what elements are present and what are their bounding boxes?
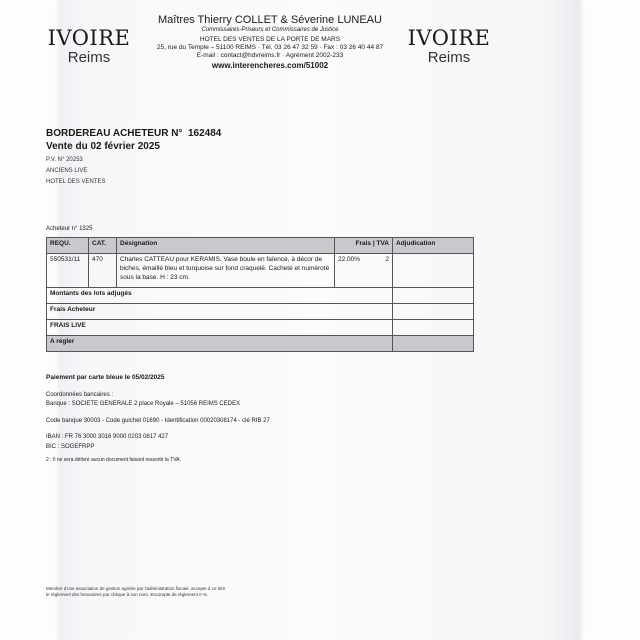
- cell-cat: 470: [89, 254, 117, 288]
- cell-requ: 550531/11: [47, 254, 89, 288]
- col-header-frais-tva: Frais | TVA: [335, 238, 393, 254]
- bank-name: Banque : SOCIETE GENERALE 2 place Royale – 51056 REIMS CEDEX: [46, 401, 241, 407]
- summary-label: Montants des lots adjugés: [47, 288, 393, 304]
- summary-row: [47, 320, 474, 336]
- footer-line-1: Membre d'une association de gestion agréée par l'administration fiscale, accepte à ce titre: [46, 586, 226, 591]
- summary-label: Frais Acheteur: [47, 304, 393, 320]
- col-header-requ: REQU.: [47, 238, 89, 254]
- summary-row: [47, 288, 474, 304]
- logo-subtitle: Reims: [427, 49, 471, 66]
- payment-title: Paiement par carte bleue le 05/02/2025: [46, 374, 165, 381]
- sale-channel: ANCIENS LIVE: [46, 168, 88, 174]
- bank-codes: Code banque 30003 - Code guichet 01690 - Identification 00020308174 - clé RIB 27: [46, 418, 270, 424]
- sale-date: Vente du 02 février 2025: [46, 141, 160, 152]
- table-row: [47, 254, 474, 288]
- total-value: [393, 336, 474, 352]
- cell-designation: Charles CATTEAU pour KERAMIS. Vase boule en faïence, à décor de biches, émaillé bleu et turquoise sur fond craquelé. Cacheté et numéroté sous la base. H : 23 cm.: [117, 254, 335, 288]
- iban: IBAN : FR 76 3000 3016 9000 0203 0817 427: [46, 434, 169, 440]
- total-row: [47, 336, 474, 352]
- col-header-cat: CAT.: [89, 238, 117, 254]
- bordereau-number: 162484: [187, 128, 222, 139]
- lots-table: [46, 237, 474, 352]
- cell-adjudication: [393, 254, 474, 288]
- frais-rate: 22.00%: [338, 256, 361, 263]
- letterhead: [140, 14, 400, 70]
- vat-note: 2 : Il ne sera délivré aucun document faisant ressortir la TVA.: [46, 457, 181, 463]
- website-link[interactable]: www.interencheres.com/51002: [211, 61, 329, 70]
- address-line: 25, rue du Temple – 51100 REIMS · Tél. 03 26 47 32 59 · Fax : 03 26 40 44 87: [156, 44, 384, 51]
- tva-code: 2: [385, 256, 389, 263]
- logo-wordmark: IVOIRE: [407, 26, 491, 50]
- footer-line-2: le règlement des honoraires par chèque à son nom. Escompte de règlement 0 %.: [46, 592, 209, 598]
- logo-subtitle: Reims: [67, 49, 111, 66]
- cell-frais-tva: [335, 254, 393, 288]
- bordereau-title: [46, 128, 221, 139]
- summary-row: [47, 304, 474, 320]
- ivoire-logo-right: [404, 28, 494, 65]
- auctioneers-title: Commissaires-Priseurs et Commissaires de Justice: [201, 27, 339, 33]
- ivoire-logo-left: [44, 28, 134, 65]
- summary-value: [393, 320, 474, 336]
- summary-value: [393, 304, 474, 320]
- bic: BIC : SOGEFRPP: [46, 444, 95, 450]
- bordereau-label: BORDEREAU ACHETEUR N°: [46, 128, 183, 139]
- table-header-row: [47, 238, 474, 254]
- col-header-designation: Désignation: [117, 238, 335, 254]
- sale-location: HOTEL DES VENTES: [46, 179, 106, 185]
- auction-house-name: HOTEL DES VENTES DE LA PORTE DE MARS: [199, 36, 341, 43]
- summary-label: FRAIS LIVE: [47, 320, 393, 336]
- footer-note: [46, 586, 225, 599]
- col-header-adjudication: Adjudication: [393, 238, 474, 254]
- buyer-number: Acheteur n° 1325: [46, 226, 93, 232]
- bank-coord-heading: Coordonnées bancaires :: [46, 392, 114, 398]
- logo-wordmark: IVOIRE: [47, 26, 131, 50]
- pv-number: P.V. N° 20253: [46, 157, 83, 163]
- summary-value: [393, 288, 474, 304]
- email-line: E-mail : contact@hdvreims.fr · Agrément 2002-233: [196, 52, 344, 59]
- auctioneers-names: Maîtres Thierry COLLET & Séverine LUNEAU: [158, 14, 382, 26]
- total-label: A régler: [47, 336, 393, 352]
